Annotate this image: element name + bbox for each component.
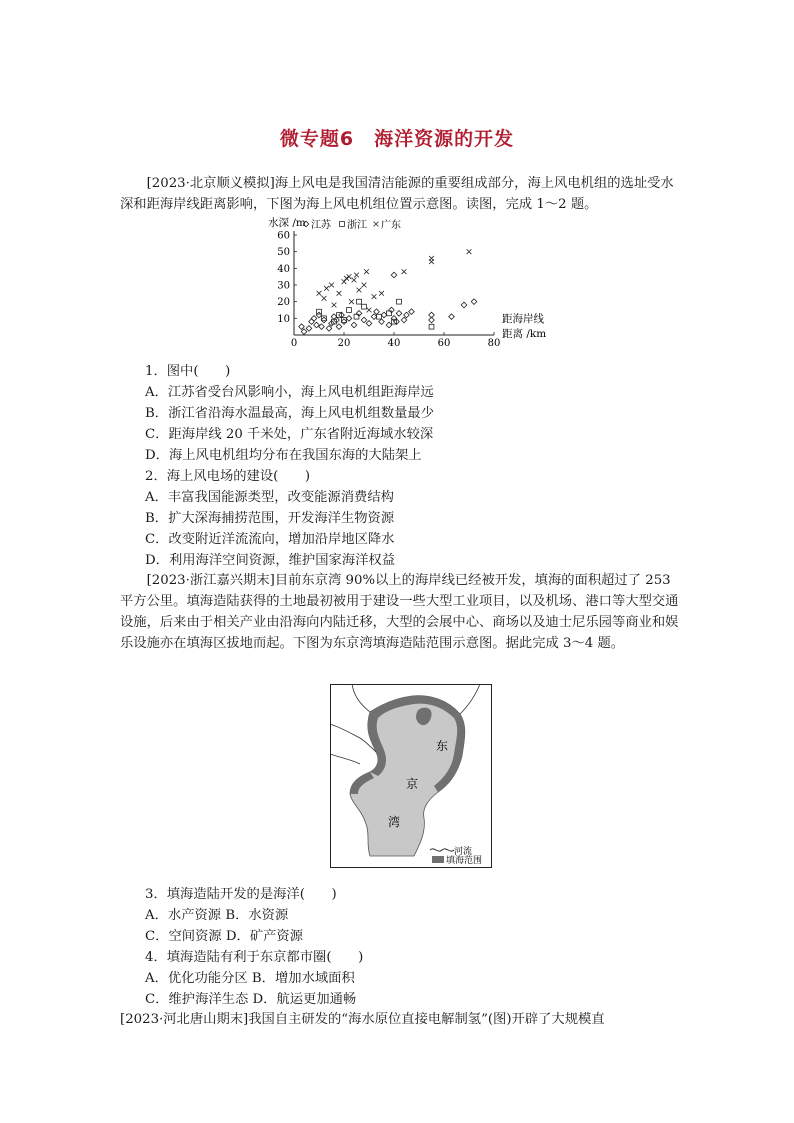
legend-river-label: 河流 [454,847,473,857]
data-point-x [367,308,372,313]
y-tick-label: 20 [277,297,290,309]
q1-option-a: A．江苏省受台风影响小，海上风电机组距海岸远 [145,385,434,400]
data-point-diamond [306,326,312,332]
map-label-dong: 东 [436,739,449,753]
legend-marker-square [340,222,345,227]
data-point-x [322,296,327,301]
data-point-diamond [351,322,357,328]
data-point-diamond [316,312,322,318]
data-point-diamond [361,317,367,323]
x-tick-label: 40 [387,338,401,349]
data-point-diamond [391,316,397,322]
q2-option-c: C．改变附近洋流流向，增加沿岸地区降水 [145,532,395,547]
data-point-x [352,278,357,283]
data-point-x [402,269,407,274]
data-point-x [372,294,377,299]
data-point-diamond [371,314,377,320]
legend-reclaim-icon [432,856,444,863]
q2-option-a: A．丰富我国能源类型，改变能源消费结构 [145,490,394,505]
legend-label: 江苏 [311,220,331,231]
q1-stem: 1．图中( ) [145,364,231,379]
data-point-diamond [321,317,327,323]
data-point-x [357,288,362,293]
q1-option-c: C．距海岸线 20 千米处，广东省附近海域水较深 [145,427,434,442]
data-point-diamond [461,302,467,308]
q4-option-cd: C．维护海洋生态 D．航运更加通畅 [145,992,357,1007]
data-point-x [324,286,329,291]
q1-option-d: D．海上风电机组均分布在我国东海的大陆架上 [145,448,422,463]
data-point-diamond [346,316,352,322]
data-point-diamond [471,299,477,305]
data-point-diamond [396,311,402,317]
data-point-square [429,324,434,329]
data-point-diamond [449,314,455,320]
data-point-x [337,291,342,296]
data-point-diamond [326,326,332,332]
data-point-x [379,291,384,296]
data-point-x [344,276,349,281]
data-point-diamond [309,319,315,325]
data-point-x [429,256,434,261]
data-point-diamond [341,319,347,325]
x-tick-label: 20 [337,338,351,349]
data-point-x [317,291,322,296]
data-point-diamond [331,314,337,320]
data-point-diamond [336,324,342,330]
map-label-wan: 湾 [388,815,401,829]
data-point-diamond [381,312,387,318]
data-point-x [347,274,352,279]
x-axis-label-line1: 距海岸线 [502,313,544,325]
y-axis-label: 水深 /m [268,217,306,229]
intro-paragraph-2: [2023·浙江嘉兴期末]目前东京湾 90%以上的海岸线已经被开发，填海的面积超过了 253 平方公里。填海造陆获得的土地最初被用于建设一些大型工业项目，以及机场、港口等大型交通设施，后来由于相关产业由沿海向内陆迁移，大型的会展中心、商场以及迪士尼乐园等商业和娱乐设施亦在填海区拔地而起。下图为东京湾填海造陆范围示意图。据此完成 3～4 题。 [120,573,679,651]
data-point-x [349,299,354,304]
x-tick-label: 0 [290,338,298,349]
data-point-diamond [379,319,385,325]
y-tick-label: 40 [277,263,290,275]
data-point-x [332,303,337,308]
data-point-square [357,299,362,304]
legend-marker-x [374,222,379,227]
tokyo-bay-map [330,684,492,868]
data-point-x [329,283,334,288]
data-point-diamond [301,329,307,335]
data-point-diamond [311,316,317,322]
q3-option-cd: C．空间资源 D．矿产资源 [145,929,304,944]
data-point-x [342,279,347,284]
data-point-diamond [374,309,380,315]
data-point-square [397,299,402,304]
q2-option-d: D．利用海洋空间资源，维护国家海洋权益 [145,553,396,568]
data-point-x [467,249,472,254]
scatter-chart [262,217,562,349]
y-tick-label: 10 [277,313,290,325]
q3-stem: 3．填海造陆开发的是海洋( ) [145,887,337,902]
q4-option-ab: A．优化功能分区 B．增加水域面积 [145,971,355,986]
q1-option-b: B．浙江省沿海水温最高，海上风电机组数量最少 [145,406,435,421]
data-point-diamond [366,321,372,327]
data-point-diamond [404,312,410,318]
data-point-square [362,304,367,309]
legend-label: 浙江 [347,220,367,231]
data-point-x [364,269,369,274]
data-point-diamond [391,272,397,278]
intro-paragraph-3: [2023·河北唐山期末]我国自主研发的“海水原位直接电解制氢”(图)开辟了大规模直 [120,1012,605,1027]
data-point-diamond [299,324,305,330]
x-tick-label: 80 [487,338,501,349]
y-tick-label: 50 [277,247,290,259]
page-title: 微专题6 海洋资源的开发 [279,128,515,150]
data-point-diamond [409,309,415,315]
data-point-square [347,308,352,313]
legend-label: 广东 [381,220,401,231]
x-axis-label-line2: 距离 /km [502,328,547,340]
y-tick-label: 60 [277,230,290,242]
q3-option-ab: A．水产资源 B．水资源 [145,908,289,923]
data-point-diamond [401,317,407,323]
y-tick-label: 30 [277,280,290,292]
data-point-x [354,273,359,278]
legend-reclaim-label: 填海范围 [446,856,483,866]
map-label-jing: 京 [406,777,419,791]
data-point-diamond [386,322,392,328]
q2-stem: 2．海上风电场的建设( ) [145,469,311,484]
x-tick-label: 60 [437,338,451,349]
intro-paragraph-1: [2023·北京顺义模拟]海上风电是我国清洁能源的重要组成部分，海上风电机组的选址受水深和距海岸线距离影响，下图为海上风电机组位置示意图。读图，完成 1～2 题。 [120,176,674,212]
q2-option-b: B．扩大深海捕捞范围，开发海洋生物资源 [145,511,395,526]
data-point-x [362,283,367,288]
q4-stem: 4．填海造陆有利于东京都市圈( ) [145,950,364,965]
